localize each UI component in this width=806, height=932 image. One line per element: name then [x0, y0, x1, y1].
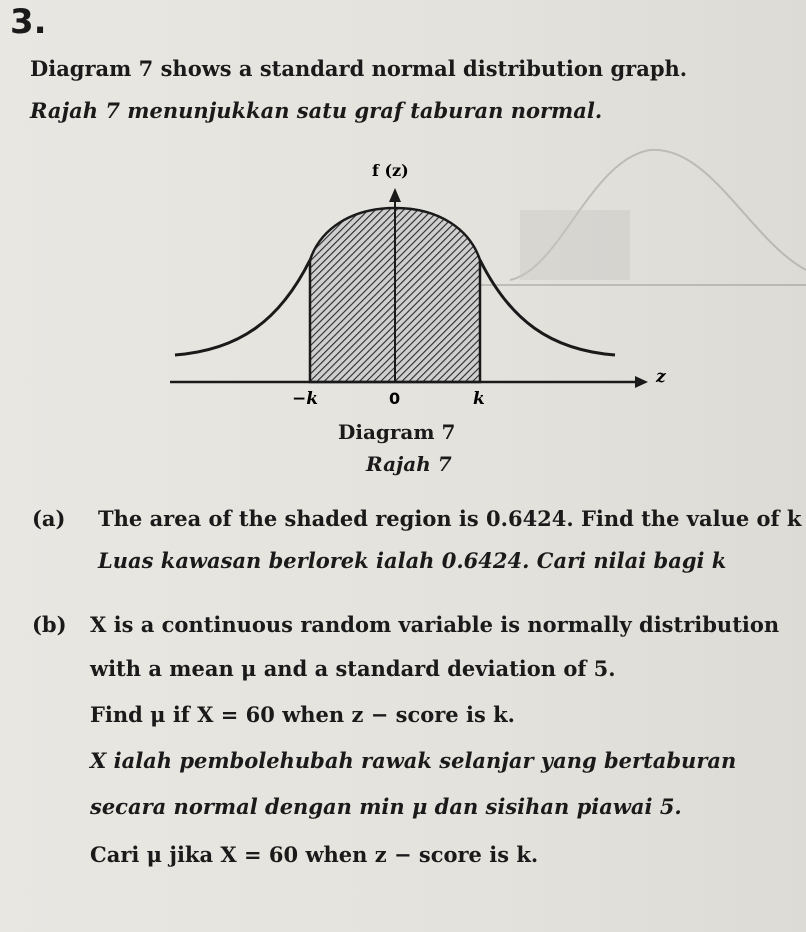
tick-neg-k: −k — [292, 389, 319, 409]
curve-left-tail — [175, 260, 310, 355]
y-axis-arrow — [389, 188, 401, 202]
part-b-line-4: X ialah pembolehubah rawak selanjar yang bertaburan — [90, 748, 737, 773]
diagram-caption-malay: Rajah 7 — [366, 452, 452, 476]
intro-malay: Rajah 7 menunjukkan satu graf taburan normal. — [30, 98, 603, 123]
part-b-line-3: Find μ if X = 60 when z − score is k. — [90, 702, 515, 727]
part-b-line-1: X is a continuous random variable is normally distribution — [90, 612, 780, 637]
part-b-line-5: secara normal dengan min μ dan sisihan piawai 5. — [90, 794, 682, 819]
part-b-line-6: Cari μ jika X = 60 when z − score is k. — [90, 842, 539, 867]
part-b-label: (b) — [32, 612, 67, 637]
part-a-text-malay: Luas kawasan berlorek ialah 0.6424. Cari nilai bagi k — [98, 548, 727, 573]
tick-zero: 0 — [389, 389, 401, 408]
normal-distribution-diagram — [170, 160, 670, 410]
x-axis-label: z — [656, 367, 666, 387]
curve-right-tail — [480, 260, 615, 355]
part-a-label: (a) — [32, 506, 66, 531]
question-number: 3. — [10, 2, 47, 42]
y-axis-label: f (z) — [372, 161, 409, 180]
part-b-line-2: with a mean μ and a standard deviation of 5. — [90, 656, 616, 681]
x-axis-arrow — [635, 376, 648, 388]
part-a-text-english: The area of the shaded region is 0.6424. Find the value of k — [98, 506, 802, 531]
diagram-caption-english: Diagram 7 — [338, 420, 456, 444]
intro-english: Diagram 7 shows a standard normal distribution graph. — [30, 56, 688, 81]
tick-k: k — [473, 389, 485, 409]
